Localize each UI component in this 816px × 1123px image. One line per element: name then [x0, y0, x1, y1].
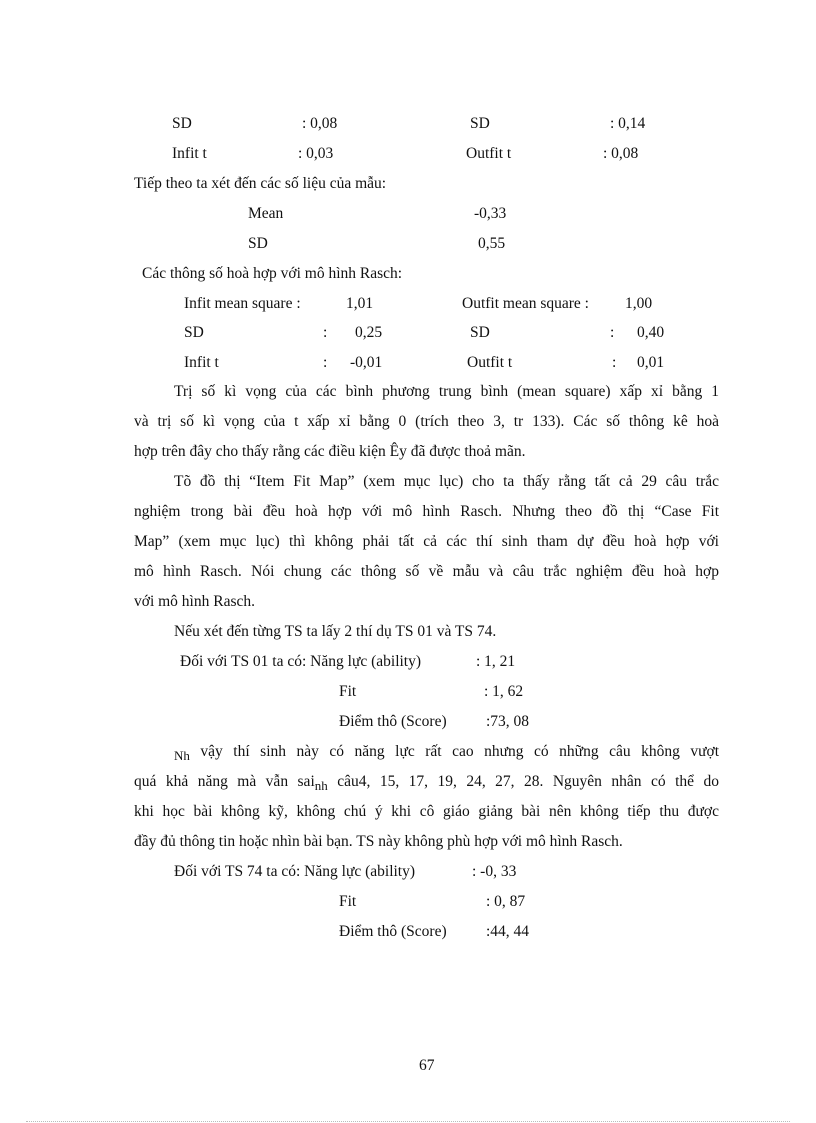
- paragraph-examples-intro: Nếu xét đến từng TS ta lấy 2 thí dụ TS 01 và TS 74.: [174, 623, 497, 640]
- ts74-ability-value: : -0, 33: [472, 863, 517, 880]
- sample-mean-value: -0,33: [474, 205, 507, 222]
- rasch-sd1-colon: :: [323, 324, 328, 341]
- rasch-intro: Các thông số hoà hợp với mô hình Rasch:: [142, 265, 403, 282]
- rasch-outfit-t-value: 0,01: [637, 354, 665, 371]
- rasch-infit-t-value: -0,01: [350, 354, 383, 371]
- footer-divider: [26, 1121, 790, 1122]
- text-line: Map” (xem mục lục) thì không phải tất cả các thí sinh tham dự đều hoà hợp với: [134, 533, 719, 550]
- paragraph-ts01-analysis: [134, 737, 719, 857]
- rasch-sd1-label: SD: [184, 324, 204, 341]
- ts74-score-value: :44, 44: [486, 923, 530, 940]
- outfit-t-value: : 0,08: [603, 145, 639, 162]
- rasch-sd2-value: 0,40: [637, 324, 665, 341]
- infit-ms-label: Infit mean square :: [184, 295, 301, 312]
- text-line: [134, 737, 719, 767]
- ts01-score-label: Điểm thô (Score): [339, 713, 447, 730]
- rasch-infit-t-label: Infit t: [184, 354, 219, 371]
- infit-t-value: : 0,03: [298, 145, 334, 162]
- ts01-intro: Đối với TS 01 ta có: Năng lực (ability): [180, 653, 422, 670]
- text-fragment: vậy thí sinh này có năng lực rất cao nhưng có những câu không vượt: [200, 743, 720, 760]
- ts01-fit-value: : 1, 62: [484, 683, 524, 700]
- sd-value: : 0,08: [302, 115, 338, 132]
- outfit-ms-value: 1,00: [625, 295, 653, 312]
- text-line: với mô hình Rasch.: [134, 593, 255, 610]
- text-line: hợp trên đây cho thấy rằng các điều kiện Êy đã được thoả mãn.: [134, 443, 526, 460]
- ts01-fit-label: Fit: [339, 683, 357, 700]
- sample-intro: Tiếp theo ta xét đến các số liệu của mẫu:: [134, 175, 387, 192]
- ts01-ability-value: : 1, 21: [476, 653, 516, 670]
- infit-ms-value: 1,01: [346, 295, 374, 312]
- rasch-infit-t-colon: :: [323, 354, 328, 371]
- ts74-fit-label: Fit: [339, 893, 357, 910]
- text-line: [134, 767, 719, 797]
- text-line: và trị số kì vọng của t xấp xỉ bằng 0 (trích theo 3, tr 133). Các số thông kê hoà: [134, 413, 719, 430]
- text-line: đầy đủ thông tin hoặc nhìn bài bạn. TS này không phù hợp với mô hình Rasch.: [134, 833, 623, 850]
- sample-mean-label: Mean: [248, 205, 284, 222]
- rasch-outfit-t-label: Outfit t: [467, 354, 513, 371]
- text-fragment: quá khả năng mà vẫn sai: [134, 773, 315, 790]
- text-line: khi học bài không kỹ, không chú ý khi cô giáo giảng bài nên không tiếp thu được: [134, 803, 719, 820]
- text-fragment: Nh: [174, 748, 190, 763]
- text-line: Trị số kì vọng của các bình phương trung bình (mean square) xấp xỉ bằng 1: [174, 383, 719, 400]
- sd2-value: : 0,14: [610, 115, 646, 132]
- sample-sd-value: 0,55: [478, 235, 506, 252]
- infit-t-label: Infit t: [172, 145, 207, 162]
- ts74-score-label: Điểm thô (Score): [339, 923, 447, 940]
- text-fragment: nh: [314, 778, 328, 793]
- ts01-score-value: :73, 08: [486, 713, 530, 730]
- outfit-t-label: Outfit t: [466, 145, 512, 162]
- sample-sd-label: SD: [248, 235, 268, 252]
- text-line: mô hình Rasch. Nói chung các thông số về mẫu và câu trắc nghiệm đều hoà hợp: [134, 563, 719, 580]
- sd2-label: SD: [470, 115, 490, 132]
- rasch-sd2-colon: :: [610, 324, 615, 341]
- sd-label: SD: [172, 115, 192, 132]
- rasch-sd2-label: SD: [470, 324, 490, 341]
- text-line: nghiệm trong bài đều hoà hợp với mô hình Rasch. Nhưng theo đồ thị “Case Fit: [134, 503, 719, 520]
- page-number: 67: [419, 1057, 435, 1074]
- ts74-fit-value: : 0, 87: [486, 893, 526, 910]
- paragraph-expected-values: [134, 377, 719, 467]
- rasch-outfit-t-colon: :: [612, 354, 617, 371]
- outfit-ms-label: Outfit mean square :: [462, 295, 589, 312]
- text-line: Tõ đồ thị “Item Fit Map” (xem mục lục) cho ta thấy rằng tất cả 29 câu trắc: [174, 473, 719, 490]
- text-fragment: câu4, 15, 17, 19, 24, 27, 28. Nguyên nhân có thể do: [337, 773, 719, 790]
- paragraph-fit-maps: [134, 467, 719, 617]
- ts74-intro: Đối với TS 74 ta có: Năng lực (ability): [174, 863, 416, 880]
- rasch-sd1-value: 0,25: [355, 324, 383, 341]
